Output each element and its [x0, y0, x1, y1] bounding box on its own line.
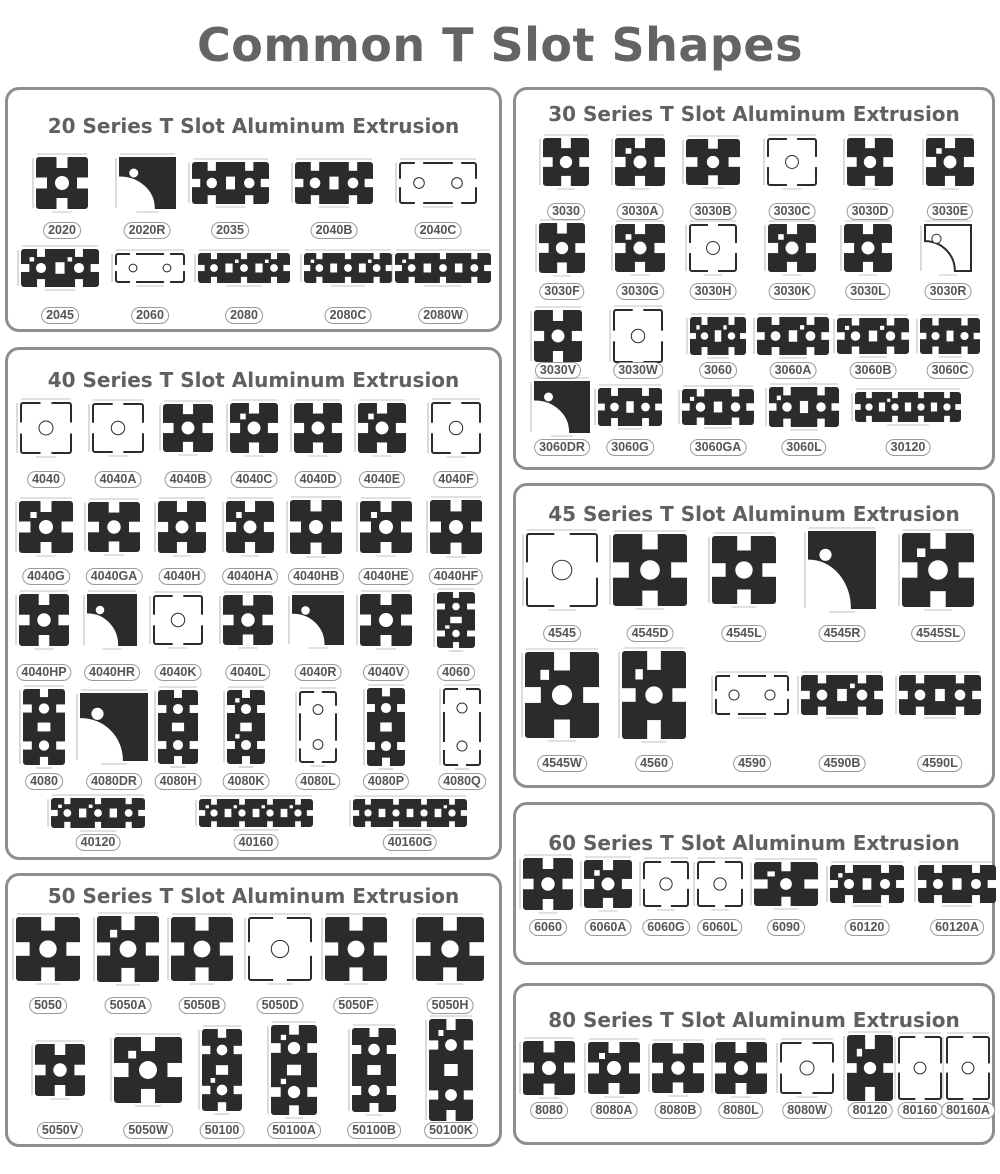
profile-label: 3030V [535, 362, 581, 379]
profile-shape-icon [774, 1036, 840, 1105]
page-title: Common T Slot Shapes [197, 18, 803, 72]
profile-label: 3030E [927, 203, 973, 220]
profile-shape-icon [81, 588, 143, 657]
profile-shape-icon [157, 398, 219, 463]
profile-label: 4080K [223, 773, 270, 790]
profile-label: 5050A [105, 997, 152, 1014]
profile-shape-icon [607, 528, 693, 617]
profile-shape-icon [410, 911, 490, 992]
profile-label: 40120 [76, 834, 121, 851]
profile-shape-icon [609, 218, 671, 283]
profile-shape-icon [824, 859, 910, 914]
profile-shape-icon [912, 859, 1000, 914]
profile-label: 8080 [530, 1102, 568, 1119]
profile-shape-icon [286, 589, 350, 656]
profile-shape-icon [795, 669, 889, 726]
profile-shape-icon [831, 312, 915, 365]
profile-shape-icon [152, 495, 212, 564]
profile-shape-icon [346, 1022, 402, 1123]
panel-title: 30 Series T Slot Aluminum Extrusion [548, 102, 960, 126]
profile-label: 4080P [363, 773, 409, 790]
profile-shape-icon [289, 156, 379, 215]
profile-label: 4080L [295, 773, 340, 790]
profile-label: 3030K [769, 283, 816, 300]
profile-shape-icon [74, 687, 154, 772]
profile-shape-icon [517, 852, 579, 921]
profile-label: 6060G [642, 919, 690, 936]
profile-shape-icon [389, 247, 497, 294]
profile-label: 2080C [325, 307, 372, 324]
profile-shape-icon [751, 311, 835, 366]
profile-label: 4590B [819, 755, 866, 772]
profile-shape-icon [425, 396, 487, 465]
profile-label: 6060 [529, 919, 567, 936]
profile-shape-icon [10, 911, 86, 992]
profile-label: 4040HE [358, 568, 413, 585]
profile-shape-icon [592, 382, 668, 437]
profile-shape-icon [284, 494, 348, 565]
profile-shape-icon [528, 375, 596, 444]
profile-label: 4545D [627, 625, 674, 642]
profile-shape-icon [914, 312, 986, 365]
profile-shape-icon [152, 684, 204, 775]
profile-label: 3030 [547, 203, 585, 220]
profile-shape-icon [298, 247, 398, 294]
profile-shape-icon [293, 685, 343, 774]
profile-shape-icon [196, 1023, 248, 1122]
profile-label: 4040E [359, 471, 405, 488]
profile-shape-icon [637, 855, 695, 918]
profile-label: 4040GA [86, 568, 143, 585]
profile-shape-icon [217, 589, 279, 656]
profile-shape-icon [14, 396, 78, 465]
profile-label: 4040K [155, 664, 202, 681]
profile-shape-icon [763, 381, 845, 438]
profile-label: 4080DR [86, 773, 142, 790]
profile-label: 4040D [295, 471, 342, 488]
profile-shape-icon [709, 669, 795, 726]
profile-shape-icon [578, 854, 638, 919]
profile-label: 3030L [845, 283, 890, 300]
profile-shape-icon [109, 247, 191, 294]
profile-label: 4040R [295, 664, 342, 681]
profile-label: 4040HF [429, 568, 483, 585]
profile-label: 5050H [427, 997, 474, 1014]
profile-label: 4545SL [911, 625, 965, 642]
profile-label: 80120 [848, 1102, 893, 1119]
profile-label: 4040F [433, 471, 478, 488]
profile-label: 4590L [917, 755, 962, 772]
profile-shape-icon [537, 132, 595, 197]
panel-title: 20 Series T Slot Aluminum Extrusion [47, 114, 460, 138]
profile-shape-icon [437, 682, 487, 777]
profile-label: 2045 [41, 307, 79, 324]
profile-shape-icon [424, 494, 488, 565]
profile-shape-icon [86, 397, 150, 464]
profile-shape-icon [29, 1038, 91, 1107]
profile-shape-icon [13, 495, 79, 564]
profile-label: 4545R [819, 625, 866, 642]
profile-label: 2020 [43, 222, 81, 239]
profile-label: 4040B [165, 471, 212, 488]
profile-label: 4060 [437, 664, 475, 681]
profile-label: 4545 [543, 625, 581, 642]
profile-shape-icon [683, 218, 743, 283]
profile-label: 3030W [613, 362, 663, 379]
profile-label: 3060DR [534, 439, 590, 456]
profile-shape-icon [354, 495, 418, 564]
profile-shape-icon [680, 133, 746, 196]
profile-label: 30120 [886, 439, 931, 456]
profile-shape-icon [533, 217, 591, 284]
profile-shape-icon [221, 684, 271, 775]
profile-label: 8080B [655, 1102, 702, 1119]
profile-shape-icon [519, 646, 605, 749]
profile-label: 4040HP [16, 664, 71, 681]
profile-label: 3060C [927, 362, 974, 379]
profile-label: 3030H [690, 283, 737, 300]
profile-shape-icon [691, 855, 749, 918]
profile-label: 4040 [27, 471, 65, 488]
profile-label: 2035 [211, 222, 249, 239]
profile-label: 8080L [718, 1102, 763, 1119]
profile-shape-icon [15, 243, 105, 298]
profile-shape-icon [347, 793, 473, 838]
profile-label: 5050 [29, 997, 67, 1014]
profile-label: 80160A [941, 1102, 995, 1119]
profile-label: 50100K [424, 1122, 478, 1139]
profile-label: 3030D [847, 203, 894, 220]
profile-label: 80160 [898, 1102, 943, 1119]
profile-shape-icon [361, 682, 411, 777]
profile-shape-icon [841, 132, 899, 197]
profile-shape-icon [113, 151, 182, 220]
profile-label: 6060A [585, 919, 632, 936]
profile-shape-icon [220, 495, 280, 564]
profile-label: 6060L [697, 919, 742, 936]
profile-label: 4040H [159, 568, 206, 585]
profile-shape-icon [13, 588, 75, 657]
profile-label: 5050B [179, 997, 226, 1014]
panel-title: 40 Series T Slot Aluminum Extrusion [47, 368, 460, 392]
profile-shape-icon [940, 1030, 996, 1111]
profile-shape-icon [849, 386, 967, 433]
profile-shape-icon [224, 397, 284, 464]
profile-shape-icon [186, 156, 275, 215]
profile-shape-icon [354, 588, 418, 657]
profile-label: 4545W [537, 755, 587, 772]
profile-shape-icon [352, 397, 412, 464]
profile-label: 3030B [690, 203, 737, 220]
profile-label: 4040A [95, 471, 142, 488]
panel-title: 80 Series T Slot Aluminum Extrusion [548, 1008, 960, 1032]
profile-shape-icon [242, 911, 318, 992]
profile-label: 40160G [383, 834, 437, 851]
profile-shape-icon [920, 132, 980, 197]
profile-shape-icon [423, 1013, 479, 1132]
profile-label: 4040HB [288, 568, 344, 585]
profile-shape-icon [82, 496, 146, 563]
profile-shape-icon [609, 132, 671, 197]
profile-label: 3060A [770, 362, 817, 379]
profile-label: 4040V [363, 664, 409, 681]
profile-label: 3060GA [690, 439, 747, 456]
profile-shape-icon [761, 132, 823, 197]
panel-title: 60 Series T Slot Aluminum Extrusion [548, 831, 960, 855]
profile-shape-icon [684, 311, 752, 366]
profile-shape-icon [288, 397, 348, 464]
profile-shape-icon [802, 525, 882, 620]
profile-label: 4080 [25, 773, 63, 790]
profile-shape-icon [319, 911, 393, 992]
profile-shape-icon [893, 669, 987, 726]
profile-label: 3030R [925, 283, 972, 300]
profile-shape-icon [45, 792, 151, 839]
profile-label: 2080W [418, 307, 468, 324]
profile-label: 3030A [617, 203, 664, 220]
profile-shape-icon [582, 1036, 646, 1105]
profile-shape-icon [676, 383, 760, 436]
profile-label: 4080H [155, 773, 202, 790]
profile-label: 2040B [311, 222, 358, 239]
panel-title: 50 Series T Slot Aluminum Extrusion [47, 884, 460, 908]
profile-label: 4040HA [222, 568, 278, 585]
profile-shape-icon [520, 527, 604, 618]
profile-label: 5050F [333, 997, 378, 1014]
profile-label: 3030F [539, 283, 584, 300]
profile-shape-icon [646, 1037, 710, 1104]
profile-label: 6090 [767, 919, 805, 936]
profile-shape-icon [841, 1029, 899, 1112]
profile-label: 2080 [225, 307, 263, 324]
profile-shape-icon [192, 247, 296, 294]
profile-shape-icon [838, 218, 898, 283]
profile-label: 5050V [37, 1122, 83, 1139]
profile-shape-icon [918, 218, 978, 283]
profile-label: 3060B [850, 362, 897, 379]
profile-shape-icon [896, 527, 980, 618]
profile-shape-icon [709, 1036, 773, 1105]
profile-shape-icon [616, 645, 692, 750]
profile-label: 4590 [733, 755, 771, 772]
profile-label: 5050W [123, 1122, 173, 1139]
profile-label: 40160 [234, 834, 279, 851]
profile-label: 2060 [131, 307, 169, 324]
profile-shape-icon [108, 1031, 188, 1114]
profile-label: 4040L [225, 664, 270, 681]
profile-label: 8080W [782, 1102, 832, 1119]
profile-label: 5050D [257, 997, 304, 1014]
profile-label: 50100 [200, 1122, 245, 1139]
profile-shape-icon [706, 530, 782, 615]
profile-label: 50100B [347, 1122, 401, 1139]
profile-shape-icon [748, 856, 824, 917]
profile-shape-icon [165, 911, 239, 992]
profile-label: 4040G [22, 568, 70, 585]
profile-label: 8080A [591, 1102, 638, 1119]
profile-shape-icon [193, 793, 319, 838]
profile-label: 3060G [606, 439, 654, 456]
profile-label: 3060L [781, 439, 826, 456]
profile-label: 50100A [267, 1122, 321, 1139]
profile-shape-icon [265, 1019, 323, 1126]
profile-label: 3030C [769, 203, 816, 220]
profile-label: 2020R [124, 222, 171, 239]
profile-shape-icon [30, 151, 94, 220]
profile-label: 3060 [699, 362, 737, 379]
profile-label: 3030G [616, 283, 664, 300]
profile-label: 4545L [721, 625, 766, 642]
profile-shape-icon [762, 218, 822, 283]
profile-label: 4040HR [84, 664, 140, 681]
profile-shape-icon [91, 910, 165, 993]
profile-label: 4560 [635, 755, 673, 772]
profile-label: 4080Q [438, 773, 486, 790]
profile-shape-icon [147, 589, 209, 656]
profile-label: 4040C [231, 471, 278, 488]
profile-shape-icon [393, 156, 483, 215]
profile-label: 60120 [845, 919, 890, 936]
profile-shape-icon [431, 586, 481, 659]
profile-label: 60120A [930, 919, 984, 936]
panel-title: 45 Series T Slot Aluminum Extrusion [548, 502, 960, 526]
profile-label: 2040C [415, 222, 462, 239]
profile-shape-icon [517, 1035, 581, 1106]
profile-shape-icon [17, 683, 71, 776]
